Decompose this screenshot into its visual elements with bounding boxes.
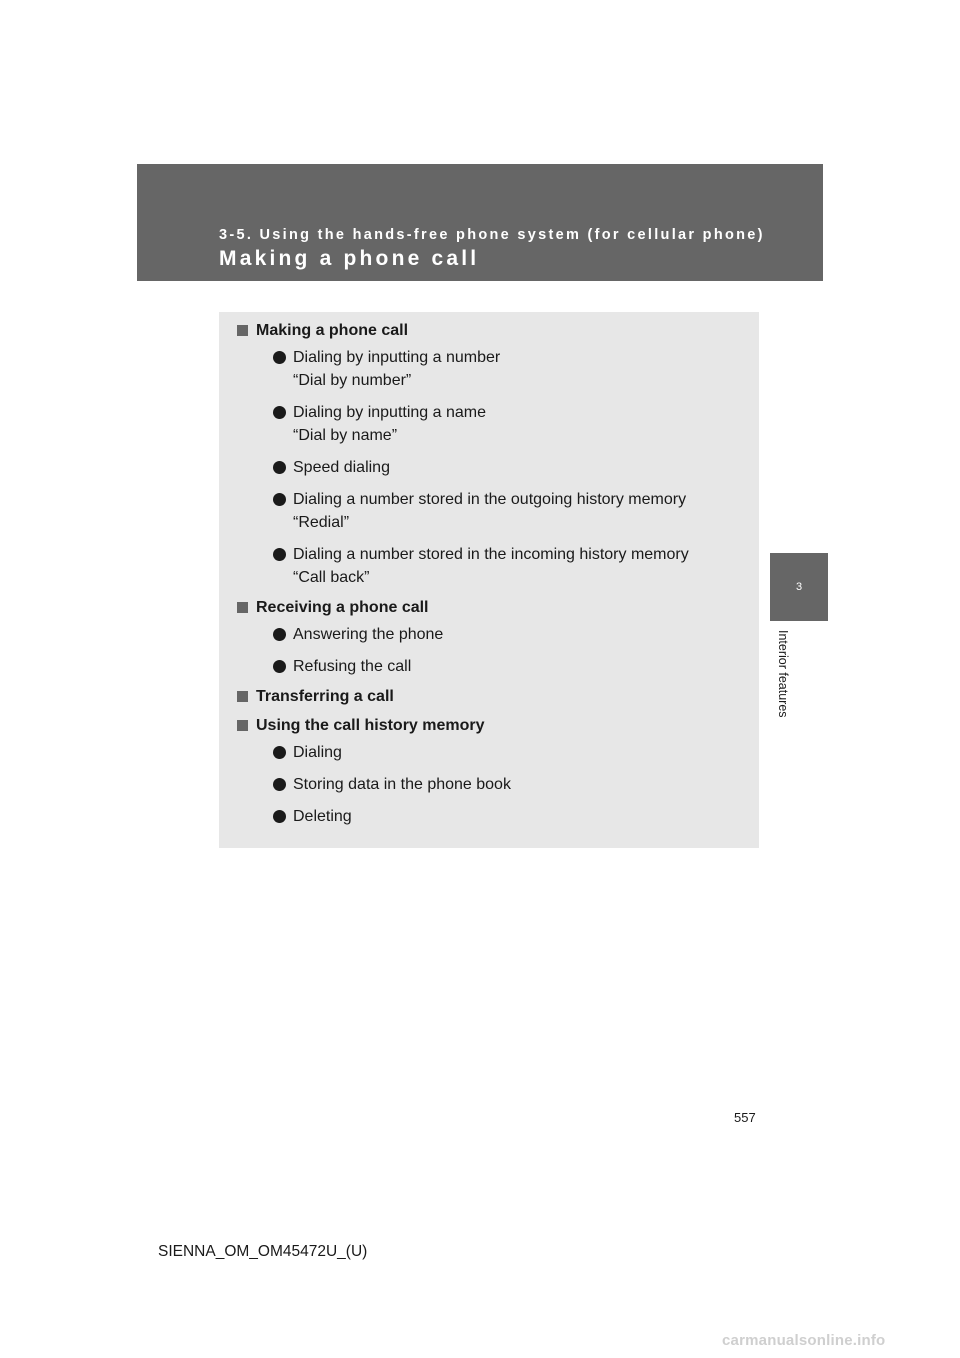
list-item [256,741,689,764]
chapter-tab [770,553,828,621]
voice-command-text: “Dial by name” [293,427,398,444]
item-text: Dialing by inputting a name [293,404,487,421]
square-bullet-icon [237,691,248,702]
outline-heading [237,597,689,678]
bullet-list [256,741,689,828]
heading-text: Receiving a phone call [256,599,429,616]
round-bullet-icon [273,810,286,823]
round-bullet-icon [273,406,286,419]
item-text: Dialing a number stored in the incoming history memory [293,546,689,563]
outline-heading [237,715,689,828]
list-item [256,805,689,828]
list-item [256,346,689,392]
topic-outline [237,320,689,828]
round-bullet-icon [273,660,286,673]
list-item [256,456,689,479]
list-item [256,543,689,589]
round-bullet-icon [273,461,286,474]
heading-text: Making a phone call [256,322,409,339]
round-bullet-icon [273,493,286,506]
list-item [256,488,689,534]
item-text: Dialing by inputting a number [293,349,501,366]
voice-command-text: “Redial” [293,514,350,531]
outline-heading [237,320,689,589]
section-title: 3-5. Using the hands-free phone system (for cellular phone) [219,227,765,243]
item-text: Refusing the call [293,658,412,675]
list-item [256,773,689,796]
voice-command-text: “Dial by number” [293,372,412,389]
item-text: Storing data in the phone book [293,776,511,793]
page-number: 557 [734,1110,756,1125]
document-code: SIENNA_OM_OM45472U_(U) [158,1243,368,1260]
heading-text: Transferring a call [256,688,394,705]
item-text: Deleting [293,808,352,825]
round-bullet-icon [273,351,286,364]
header-band [137,164,823,281]
voice-command-text: “Call back” [293,569,370,586]
round-bullet-icon [273,628,286,641]
list-item [256,623,689,646]
content-box [219,312,759,848]
chapter-number: 3 [795,581,803,593]
round-bullet-icon [273,746,286,759]
item-text: Dialing a number stored in the outgoing history memory [293,491,687,508]
item-text: Speed dialing [293,459,390,476]
list-item [256,401,689,447]
item-text: Dialing [293,744,342,761]
watermark: carmanualsonline.info [722,1332,886,1349]
chapter-label: Interior features [776,630,790,718]
square-bullet-icon [237,720,248,731]
round-bullet-icon [273,778,286,791]
page-title: Making a phone call [219,247,480,270]
outline-heading [237,686,689,707]
heading-text: Using the call history memory [256,717,485,734]
bullet-list [256,346,689,589]
list-item [256,655,689,678]
square-bullet-icon [237,325,248,336]
bullet-list [256,623,689,678]
square-bullet-icon [237,602,248,613]
round-bullet-icon [273,548,286,561]
item-text: Answering the phone [293,626,444,643]
